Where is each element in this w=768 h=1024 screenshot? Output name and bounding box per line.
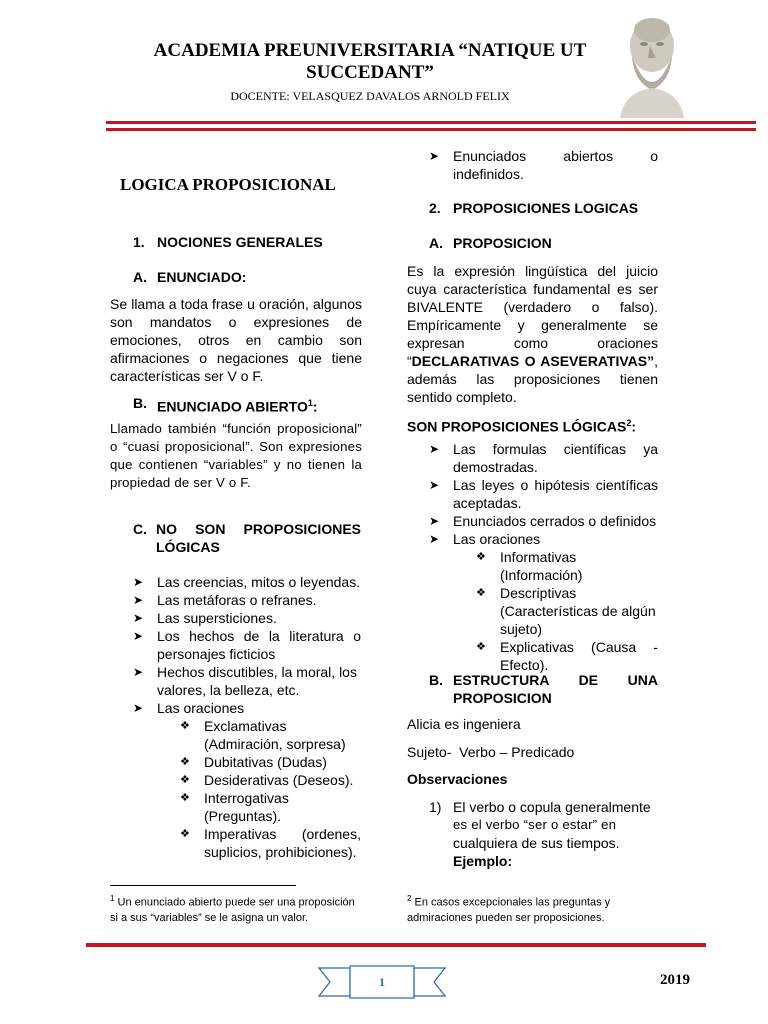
academy-title: ACADEMIA PREUNIVERSITARIA “NATIQUE UT SUCCEDANT” <box>153 40 587 83</box>
section-number: 2. <box>429 200 441 216</box>
observation-number: 1) <box>429 799 442 815</box>
header-rule-top <box>106 121 756 124</box>
footnote-mark: 1 <box>110 894 115 903</box>
list-item: ➤ Hechos discutibles, la moral, los valores, la belleza, etc. <box>133 664 357 698</box>
example-label: Ejemplo: <box>453 853 513 869</box>
no-propositions-list <box>133 573 361 861</box>
diamond-bullet-icon: ❖ <box>476 641 486 653</box>
diamond-bullet-icon: ❖ <box>180 720 190 732</box>
sublist-item: ❖ Descriptivas (Características de algún sujeto) <box>476 585 656 637</box>
list-item: ➤ Las formulas científicas ya demostradas. <box>429 441 658 475</box>
footnote-mark: 2 <box>407 894 412 903</box>
arrowhead-bullet-icon: ➤ <box>429 442 440 456</box>
section-label: ENUNCIADO ABIERTO <box>157 398 308 415</box>
section-number: 1. <box>133 234 145 250</box>
section-label: ESTRUCTURA DE UNA PROPOSICION <box>453 672 658 706</box>
header-rule-bottom <box>106 128 756 131</box>
list-item: ➤ Las metáforas o refranes. <box>133 592 317 608</box>
right-top-list <box>429 147 658 183</box>
section-label: PROPOSICIONES LOGICAS <box>453 200 639 216</box>
arrowhead-bullet-icon: ➤ <box>133 611 144 625</box>
observation-1 <box>429 798 658 870</box>
diamond-bullet-icon: ❖ <box>476 551 486 563</box>
arrowhead-bullet-icon: ➤ <box>429 149 440 163</box>
sublist-item: ❖ Exclamativas (Admiración, sorpresa) <box>180 718 346 752</box>
colon: : <box>312 398 318 415</box>
section-a-proposicion-heading <box>429 234 658 252</box>
diamond-bullet-icon: ❖ <box>180 792 190 804</box>
declarativas-emphasis: DECLARATIVAS O ASEVERATIVAS” <box>411 353 655 369</box>
list-item: ➤ Las leyes o hipótesis científicas aceptadas. <box>429 477 658 511</box>
sublist-item: ❖ Explicativas (Causa - Efecto). <box>476 639 658 673</box>
paragraph-proposicion: Es la expresión lingüística del juicio cuya característica fundamental es ser BIVALENTE (verdadero o falso). Empíricamente y generalmente se expresan como oraciones “DECLARATIVAS O ASEVERATIVAS”, además las proposiciones tienen sentido completo. <box>407 263 658 405</box>
bust-portrait-icon <box>612 12 692 118</box>
list-item: ➤ Los hechos de la literatura o personajes ficticios <box>133 628 361 662</box>
section-b-heading <box>133 394 373 415</box>
sublist-item: ❖ Dubitativas (Dudas) <box>180 754 327 770</box>
son-proposiciones-heading: SON PROPOSICIONES LÓGICAS$^2$: <box>407 418 637 435</box>
diamond-bullet-icon: ❖ <box>476 587 486 599</box>
observaciones-heading: Observaciones <box>407 771 508 787</box>
arrowhead-bullet-icon: ➤ <box>133 593 144 607</box>
footer-rule <box>86 943 706 947</box>
arrowhead-bullet-icon: ➤ <box>429 532 440 546</box>
diamond-bullet-icon: ❖ <box>180 774 190 786</box>
section-number: A. <box>429 235 443 251</box>
section-number: A. <box>133 269 147 285</box>
section-2-heading <box>429 199 658 217</box>
section-1-heading <box>133 233 373 251</box>
teacher-name: DOCENTE: VELASQUEZ DAVALOS ARNOLD FELIX <box>230 89 510 103</box>
arrowhead-bullet-icon: ➤ <box>133 575 144 589</box>
footnote-1: $^1$ Un enunciado abierto puede ser una proposición si a sus “variables” se le asigna un valor. <box>110 894 355 924</box>
section-label: NOCIONES GENERALES <box>157 234 323 250</box>
section-number: B. <box>133 395 147 411</box>
oraciones-sublist <box>133 717 361 861</box>
list-item: ➤ Las oraciones <box>133 700 245 716</box>
footnote-2: $^2$ En casos excepcionales las preguntas y admiraciones pueden ser proposiciones. <box>407 894 611 924</box>
arrowhead-bullet-icon: ➤ <box>133 665 144 679</box>
list-item: ➤ Las supersticiones. <box>133 610 277 626</box>
year-label: 2019 <box>660 972 690 988</box>
page-number: 1 <box>379 975 385 989</box>
sublist-item: ❖ Imperativas (ordenes, suplicios, prohibiciones). <box>180 826 361 860</box>
footnote-ref-1[interactable]: 1 <box>307 398 313 408</box>
list-item: ➤ Las creencias, mitos o leyendas. <box>133 574 361 590</box>
diamond-bullet-icon: ❖ <box>180 828 190 840</box>
paragraph-enunciado-abierto: Llamado también “función proposicional” o “cuasi proposicional”. Son expresiones que contienen “variables” y no tienen la propiedad de ser V o F. <box>110 421 362 490</box>
sublist-item: ❖ Interrogativas (Preguntas). <box>180 790 289 824</box>
arrowhead-bullet-icon: ➤ <box>133 629 144 643</box>
footnote-separator <box>110 885 296 886</box>
footnote-ref-2[interactable]: 2 <box>626 418 632 428</box>
arrowhead-bullet-icon: ➤ <box>429 478 440 492</box>
section-label: NO SON PROPOSICIONES LÓGICAS <box>156 521 361 555</box>
section-number: B. <box>429 672 443 688</box>
observation-text: El verbo o copula generalmente es el verbo “ser o estar” en cualquiera de sus tiempos. Ejemplo: <box>429 798 658 870</box>
section-number: C. <box>133 521 147 537</box>
section-b-estructura-heading <box>429 671 658 706</box>
example-sentence: Alicia es ingeniera <box>407 716 521 732</box>
section-label-wrap <box>157 394 318 416</box>
arrowhead-bullet-icon: ➤ <box>133 701 144 715</box>
sublist-item: ❖ Informativas (Información) <box>476 549 583 583</box>
diamond-bullet-icon: ❖ <box>180 756 190 768</box>
section-label: ENUNCIADO: <box>157 269 247 285</box>
paragraph-enunciado: Se llama a toda frase u oración, algunos son mandatos o expresiones de emociones, otros en cambio son afirmaciones o negaciones que tiene características ser V o F. <box>110 296 362 384</box>
section-label: PROPOSICION <box>453 235 552 251</box>
section-c-heading <box>133 520 361 555</box>
son-proposiciones-list <box>429 440 658 674</box>
section-a-heading <box>133 268 373 286</box>
list-item: ➤ Enunciados cerrados o definidos <box>429 513 657 529</box>
list-item: ➤ Enunciados abiertos o indefinidos. <box>429 148 658 182</box>
oraciones-sublist <box>429 548 658 674</box>
list-item: ➤ Las oraciones <box>429 531 541 547</box>
sublist-item: ❖ Desiderativas (Deseos). <box>180 772 354 788</box>
example-structure: Sujeto- Verbo – Predicado <box>407 744 575 760</box>
document-title: LOGICA PROPOSICIONAL <box>120 175 336 194</box>
arrowhead-bullet-icon: ➤ <box>429 514 440 528</box>
